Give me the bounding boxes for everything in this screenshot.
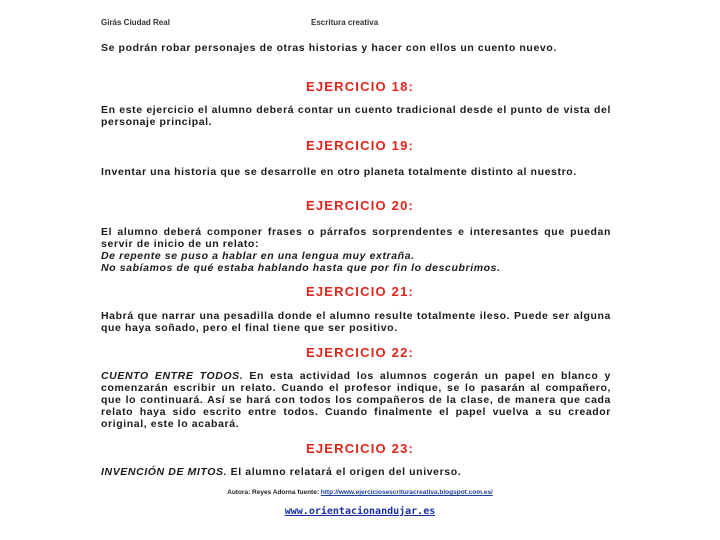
intro-paragraph: Se podrán robar personajes de otras historias y hacer con ellos un cuento nuevo.: [101, 42, 557, 54]
header-right-text: Escritura creativa: [311, 18, 379, 27]
footer-credit: [0, 489, 720, 496]
exercise-20-title: EJERCICIO 20:: [305, 198, 415, 213]
exercise-18-title: EJERCICIO 18:: [305, 79, 415, 94]
exercise-23-lead: INVENCIÓN DE MITOS.: [101, 466, 228, 478]
exercise-23-text: El alumno relatará el origen del universo.: [227, 466, 462, 478]
exercise-19-title: EJERCICIO 19:: [305, 138, 415, 153]
exercise-22-text: En esta actividad los alumnos cogerán un papel en blanco y comenzarán escribir un relato. Cuando el profesor indique, se lo pasarán al compañero, que lo continuará. Así se hará con todos los compañeros de la clase, de manera que cada relato haya sido escrito entre todos. Cuando finalmente el papel vuelva a su creador original, este lo acabará.: [101, 370, 611, 430]
exercise-18-text: En este ejercicio el alumno deberá contar un cuento tradicional desde el punto de vista del personaje principal.: [101, 104, 611, 128]
exercise-23-paragraph: [101, 466, 611, 478]
exercise-20-example-1: De repente se puso a hablar en una lengua muy extraña.: [101, 250, 415, 262]
exercise-21-title: EJERCICIO 21:: [305, 284, 415, 299]
exercise-21-text: Habrá que narrar una pesadilla donde el alumno resulte totalmente ileso. Puede ser alguna que haya soñado, pero el final tiene que ser positivo.: [101, 310, 611, 334]
exercise-22-lead: CUENTO ENTRE TODOS.: [101, 370, 244, 382]
exercise-22-title: EJERCICIO 22:: [305, 345, 415, 360]
exercise-23-title: EJERCICIO 23:: [305, 441, 415, 456]
footer-site-link[interactable]: www.orientacionandujar.es: [284, 506, 436, 517]
footer-credit-prefix: Autora: Reyes Adorna fuente:: [227, 489, 321, 496]
header-left-text: Girás Ciudad Real: [101, 18, 170, 27]
exercise-20-text: El alumno deberá componer frases o párrafos sorprendentes e interesantes que puedan servir de inicio de un relato:: [101, 226, 611, 250]
exercise-20-example-2: No sabíamos de qué estaba hablando hasta que por fin lo descubrimos.: [101, 262, 501, 274]
exercise-19-text: Inventar una historia que se desarrolle en otro planeta totalmente distinto al nuestro.: [101, 166, 577, 178]
footer-credit-link[interactable]: http://www.ejerciciosescrituracreativa.blogspot.com.es/: [320, 489, 493, 496]
exercise-22-paragraph: [101, 370, 611, 430]
